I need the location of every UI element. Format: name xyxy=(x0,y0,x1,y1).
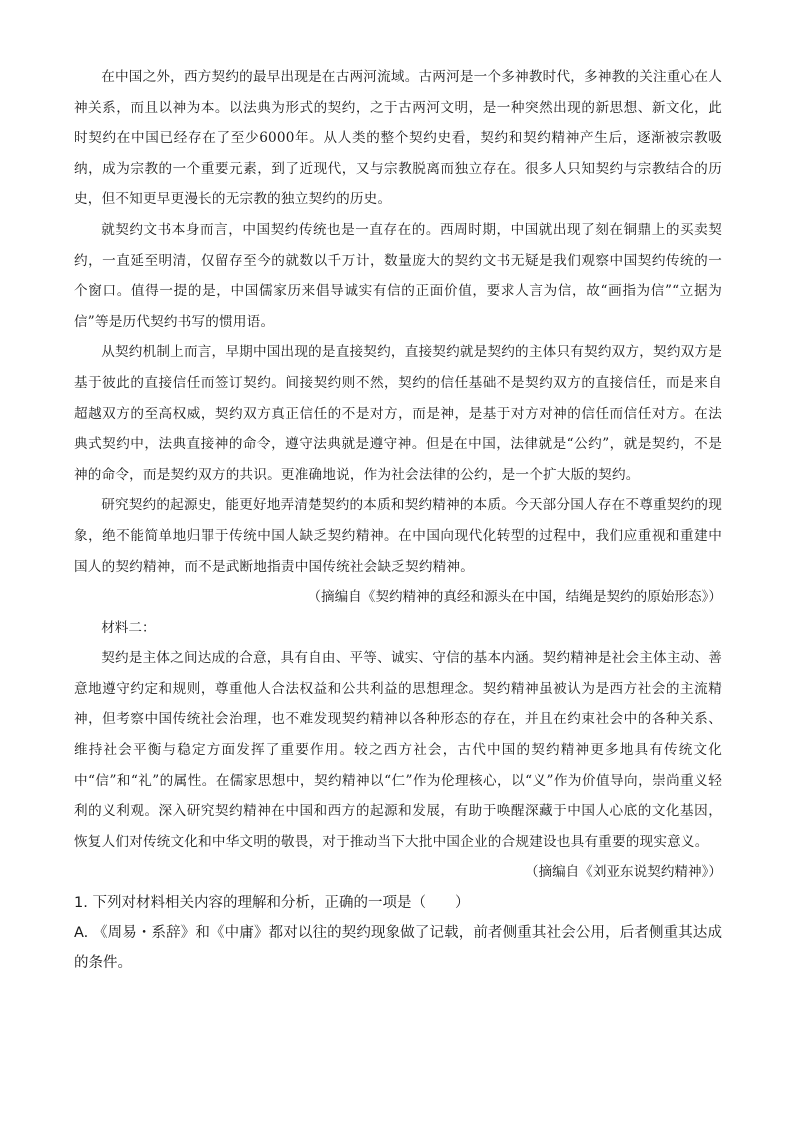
material1-source: （摘编自《契约精神的真经和源头在中国，结绳是契约的原始形态》） xyxy=(307,589,722,606)
material1-paragraph-1: 在中国之外，西方契约的最早出现是在古两河流域。古两河是一个多神教时代，多神教的关注重心在人神关系，而且以神为本。以法典为形式的契约，之于古两河文明，是一种突然出现的新思想、新文化，此时契约在中国已经存在了至少6000年。从人类的整个契约史看，契约和契约精神产生后，逐渐被宗教吸纳，成为宗教的一个重要元素，到了近现代，又与宗教脱离而独立存在。很多人只知契约与宗教结合的历史，但不知更早更漫长的无宗教的独立契约的历史。 xyxy=(74,69,722,208)
material2-paragraph: 契约是主体之间达成的合意，具有自由、平等、诚实、守信的基本内涵。契约精神是社会主体主动、善意地遵守约定和规则，尊重他人合法权益和公共利益的思想理念。契约精神虽被认为是西方社会的主流精神，但考察中国传统社会治理，也不难发现契约精神以各种形态的存在，并且在约束社会中的各种关系、维持社会平衡与稳定方面发挥了重要作用。较之西方社会，古代中国的契约精神更多地具有传统文化中“信”和“礼”的属性。在儒家思想中，契约精神以“仁”作为伦理核心，以“义”作为价值导向，崇尚重义轻利的义利观。深入研究契约精神在中国和西方的起源和发展，有助于唤醒深藏于中国人心底的文化基因，恢复人们对传统文化和中华文明的敬畏，对于推动当下大批中国企业的合规建设也具有重要的现实意义。 xyxy=(74,650,722,850)
material2-source: （摘编自《刘亚东说契约精神》） xyxy=(524,864,722,881)
material2-heading: 材料二： xyxy=(101,619,156,636)
material1-paragraph-3: 从契约机制上而言，早期中国出现的是直接契约，直接契约就是契约的主体只有契约双方，契约双方是基于彼此的直接信任而签订契约。间接契约则不然，契约的信任基础不是契约双方的直接信任，而是来自超越双方的至高权威，契约双方真正信任的不是对方，而是神，是基于对方对神的信任而信任对方。在法典式契约中，法典直接神的命令，遵守法典就是遵守神。但是在中国，法律就是“公约”，就是契约，不是神的命令，而是契约双方的共识。更准确地说，作为社会法律的公约，是一个扩大版的契约。 xyxy=(74,344,722,483)
question-stem: 1. 下列对材料相关内容的理解和分析，正确的一项是（ ） xyxy=(74,895,470,912)
document-body xyxy=(74,62,722,978)
question-option-a: A. 《周易・系辞》和《中庸》都对以往的契约现象做了记载，前者侧重其社会公用，后者侧重其达成的条件。 xyxy=(74,925,722,972)
material1-paragraph-4: 研究契约的起源史，能更好地弄清楚契约的本质和契约精神的本质。今天部分国人存在不尊重契约的现象，绝不能简单地归罪于传统中国人缺乏契约精神。在中国向现代化转型的过程中，我们应重视和重建中国人的契约精神，而不是武断地指责中国传统社会缺乏契约精神。 xyxy=(74,497,722,575)
material1-paragraph-2: 就契约文书本身而言，中国契约传统也是一直存在的。西周时期，中国就出现了刻在铜鼎上的买卖契约，一直延至明清，仅留存至今的就数以千万计，数量庞大的契约文书无疑是我们观察中国契约传统的一个窗口。值得一提的是，中国儒家历来倡导诚实有信的正面价值，要求人言为信，故“画指为信”“立据为信”等是历代契约书写的惯用语。 xyxy=(74,221,722,330)
